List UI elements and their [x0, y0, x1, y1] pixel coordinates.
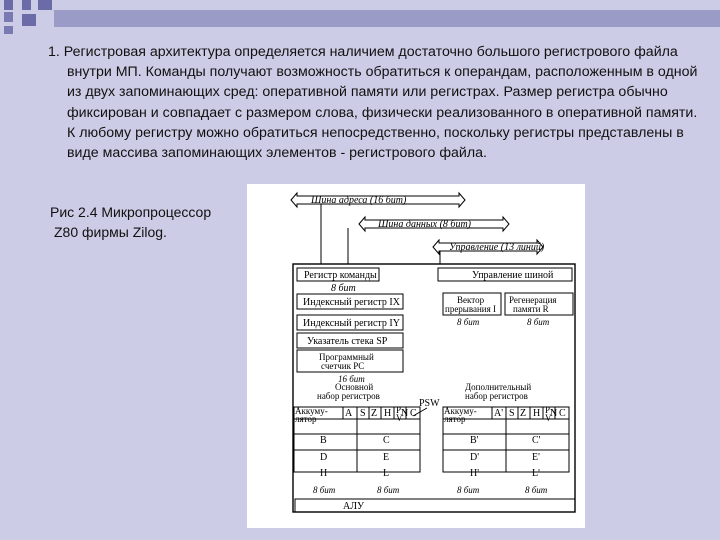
- address-bus-label: Шина адреса (16 бит): [311, 195, 407, 206]
- main-flag-p: P: [396, 405, 402, 415]
- deco-square-5: [22, 14, 36, 26]
- decorative-header-squares: [0, 0, 720, 38]
- vector-label-line-1: Вектор: [457, 295, 485, 305]
- main-bits-right: 8 бит: [377, 485, 400, 495]
- alt-flag-h: H: [533, 408, 541, 419]
- pc-bits-label: 16 бит: [338, 374, 365, 384]
- z80-block-diagram: [247, 184, 585, 528]
- figure-caption: [50, 202, 260, 242]
- main-acc-label-line-2: лятор: [295, 414, 317, 424]
- caption-line-2: Z80 фирмы Zilog.: [54, 224, 167, 240]
- alt-reg-e: E': [532, 452, 540, 463]
- alt-flag-s: S: [509, 408, 515, 419]
- alt-flag-v: V: [545, 413, 552, 423]
- body-paragraph: 1. Регистровая архитектура определяется наличием достаточно большого регистрового файла внутри МП. Команды получают возможность обратиться к операндам, расположенным в одной из двух запоминающих сред: оперативной памяти или регистрах. Размер регистра обычно фиксирован и совпадает с размером слова, физически реализованного в оперативной памяти. К любому регистру можно обратиться непосредственно, поскольку регистры представлены в виде массива запоминающих элементов - регистрового файла.: [48, 44, 698, 162]
- main-flag-s: S: [360, 408, 366, 419]
- alu-label: АЛУ: [343, 501, 365, 512]
- main-bits-left: 8 бит: [313, 485, 336, 495]
- alt-flag-z: Z: [520, 408, 527, 419]
- main-reg-d: D: [320, 452, 328, 463]
- vector-bits-label: 8 бит: [457, 317, 480, 327]
- alt-reg-h: H': [470, 468, 480, 479]
- alt-flag-c: C: [559, 408, 566, 419]
- deco-square-4: [4, 12, 13, 22]
- alt-flag-p: P: [545, 405, 551, 415]
- main-set-label-line-2: набор регистров: [317, 391, 380, 401]
- refresh-bits-label: 8 бит: [527, 317, 550, 327]
- main-set-label-line-1: Основной: [335, 382, 374, 392]
- bus-control-label: Управление шиной: [472, 270, 554, 281]
- main-acc-label-line-1: Аккуму-: [295, 406, 328, 416]
- vector-label-line-2: прерывания I: [445, 304, 497, 314]
- sp-register-label: Указатель стека SP: [307, 336, 388, 347]
- deco-square-3: [38, 0, 52, 10]
- main-reg-l: L: [383, 468, 390, 479]
- deco-square-1: [4, 0, 13, 10]
- pc-label-line-1: Программный: [319, 352, 374, 362]
- main-reg-e: E: [383, 452, 390, 463]
- instruction-bits-label: 8 бит: [331, 283, 356, 294]
- main-flag-v: V: [396, 413, 403, 423]
- alt-set-label-line-2: набор регистров: [465, 391, 528, 401]
- diagram-canvas: [247, 184, 585, 528]
- main-reg-c: C: [383, 435, 390, 446]
- alt-acc-label-line-2: лятор: [444, 414, 466, 424]
- main-flag-z: Z: [371, 408, 378, 419]
- refresh-label-line-2: памяти R: [513, 304, 549, 314]
- refresh-label-line-1: Регенерация: [509, 295, 557, 305]
- alt-reg-d: D': [470, 452, 480, 463]
- deco-bar: [54, 10, 720, 27]
- data-bus-label: Шина данных (8 бит): [378, 219, 471, 230]
- main-flag-h: H: [384, 408, 392, 419]
- alt-set-label-line-1: Дополнительный: [465, 382, 532, 392]
- alt-flag-a: A': [494, 408, 504, 419]
- alt-reg-b: B': [470, 435, 479, 446]
- main-flag-n: N: [401, 408, 409, 419]
- alt-acc-label-line-1: Аккуму-: [444, 406, 477, 416]
- alt-reg-l: L': [532, 468, 540, 479]
- psw-label: PSW: [419, 398, 440, 409]
- deco-square-6: [4, 26, 13, 34]
- pc-label-line-2: счетчик PC: [321, 361, 365, 371]
- ix-register-label: Индексный регистр IX: [303, 297, 400, 308]
- alt-reg-c: C': [532, 435, 541, 446]
- main-reg-h: H: [320, 468, 328, 479]
- deco-square-2: [22, 0, 31, 10]
- caption-line-1: Рис 2.4 Микропроцессор: [50, 204, 212, 220]
- iy-register-label: Индексный регистр IY: [303, 318, 400, 329]
- instruction-register-label: Регистр команды: [304, 270, 377, 281]
- main-flag-a: A: [345, 408, 353, 419]
- main-flag-c: C: [410, 408, 417, 419]
- control-bus-label: Управление (13 линий): [449, 242, 545, 253]
- alt-flag-n: N: [550, 408, 558, 419]
- alt-bits-left: 8 бит: [457, 485, 480, 495]
- alt-bits-right: 8 бит: [525, 485, 548, 495]
- main-reg-b: B: [320, 435, 327, 446]
